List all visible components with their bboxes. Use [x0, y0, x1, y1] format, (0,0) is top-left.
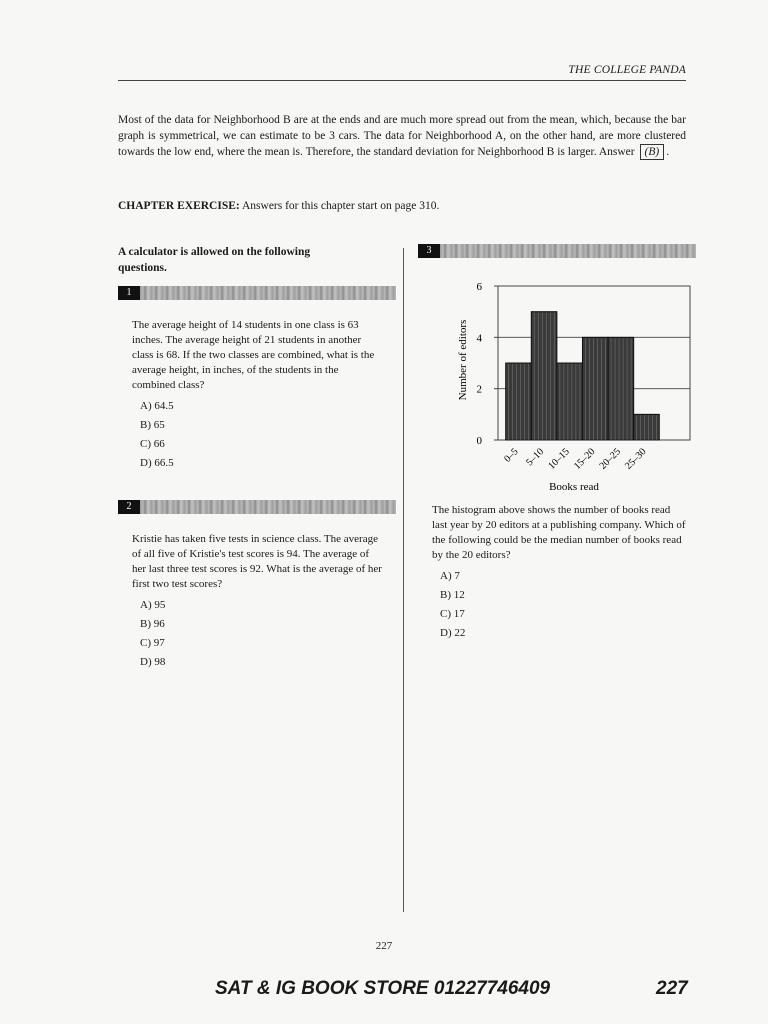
y-tick-label: 6: [476, 281, 482, 293]
histogram-chart: [418, 270, 698, 500]
choice-2c: C) 97: [140, 637, 165, 649]
question-3-text: The histogram above shows the number of books read last year by 20 editors at a publishing company. Which of the following could be the median number of books read by the 20 editors?: [432, 504, 686, 561]
store-footer: SAT & IG BOOK STORE 01227746409: [215, 978, 551, 999]
question-1-header-bar: [118, 286, 396, 300]
intro-period: .: [666, 146, 670, 158]
page-number: 227: [375, 940, 393, 952]
question-1-number: 1: [118, 286, 140, 300]
answer-box: (B): [640, 144, 665, 160]
bar-layer: [506, 312, 660, 440]
question-3-number: 3: [418, 244, 440, 258]
intro-paragraph: [118, 112, 686, 160]
bar-3: [582, 337, 608, 440]
choice-2b: B) 96: [140, 618, 165, 630]
bar-0: [506, 363, 532, 440]
y-tick-label: 0: [476, 435, 482, 447]
x-tick-label: 25–30: [623, 446, 649, 472]
footer-page-number: 227: [656, 978, 688, 999]
y-axis-label: Number of editors: [457, 319, 469, 401]
x-tick-label: 20–25: [597, 446, 624, 472]
x-tick-label: 10–15: [546, 446, 572, 472]
y-tick-label: 2: [476, 383, 482, 396]
y-tick-label: 4: [476, 332, 482, 345]
x-tick-label: 5–10: [524, 446, 547, 469]
question-1-text: The average height of 14 students in one class is 63 inches. The average height of 21 students in another class is 68. If the two classes are combined, what is the average height, in inches, of the students in the combined class?: [132, 319, 375, 391]
column-divider: [403, 248, 404, 912]
choice-2a: A) 95: [140, 599, 166, 611]
choice-3c: C) 17: [440, 608, 465, 620]
bar-4: [608, 337, 634, 440]
question-3-choices: [432, 567, 688, 643]
question-2-header-bar: [118, 500, 396, 514]
x-tick-label: 15–20: [571, 446, 598, 472]
x-axis-label: Books read: [549, 481, 599, 493]
choice-2d: D) 98: [140, 656, 166, 668]
question-2: [118, 500, 396, 672]
chapter-exercise-text: Answers for this chapter start on page 310.: [241, 200, 440, 212]
choice-1c: C) 66: [140, 438, 165, 450]
intro-text: Most of the data for Neighborhood B are at the ends and are much more spread out from the mean, which, because the bar graph is symmetrical, we can estimate to be 3 cars. The data for Neighborhood A, on the other hand, are more clustered towards the low end, where the mean is. Therefore, the standard deviation for Neighborhood B is larger. Answer: [118, 114, 686, 158]
x-tick-label: 0–5: [502, 446, 521, 465]
choice-1a: A) 64.5: [140, 400, 174, 412]
bar-5: [634, 414, 660, 440]
choice-3a: A) 7: [440, 570, 460, 582]
bar-2: [557, 363, 583, 440]
running-head: THE COLLEGE PANDA: [568, 64, 686, 76]
question-1: [118, 286, 396, 473]
question-2-text: Kristie has taken five tests in science class. The average of all five of Kristie's test scores is 94. The average of her last three test scores is 92. What is the average of her first two test scores?: [132, 533, 382, 590]
calculator-note: A calculator is allowed on the following questions.: [118, 246, 311, 274]
choice-3b: B) 12: [440, 589, 465, 601]
chapter-exercise-label: CHAPTER EXERCISE:: [118, 200, 240, 212]
question-3: [418, 244, 696, 258]
choice-1d: D) 66.5: [140, 457, 174, 469]
header-rule: [118, 80, 686, 81]
question-3-body: [432, 503, 688, 643]
question-1-choices: [132, 397, 382, 473]
bar-1: [531, 312, 557, 440]
choice-1b: B) 65: [140, 419, 165, 431]
question-3-header-bar: [418, 244, 696, 258]
question-2-number: 2: [118, 500, 140, 514]
chapter-exercise: [118, 200, 686, 212]
choice-3d: D) 22: [440, 627, 466, 639]
question-2-choices: [132, 596, 382, 672]
